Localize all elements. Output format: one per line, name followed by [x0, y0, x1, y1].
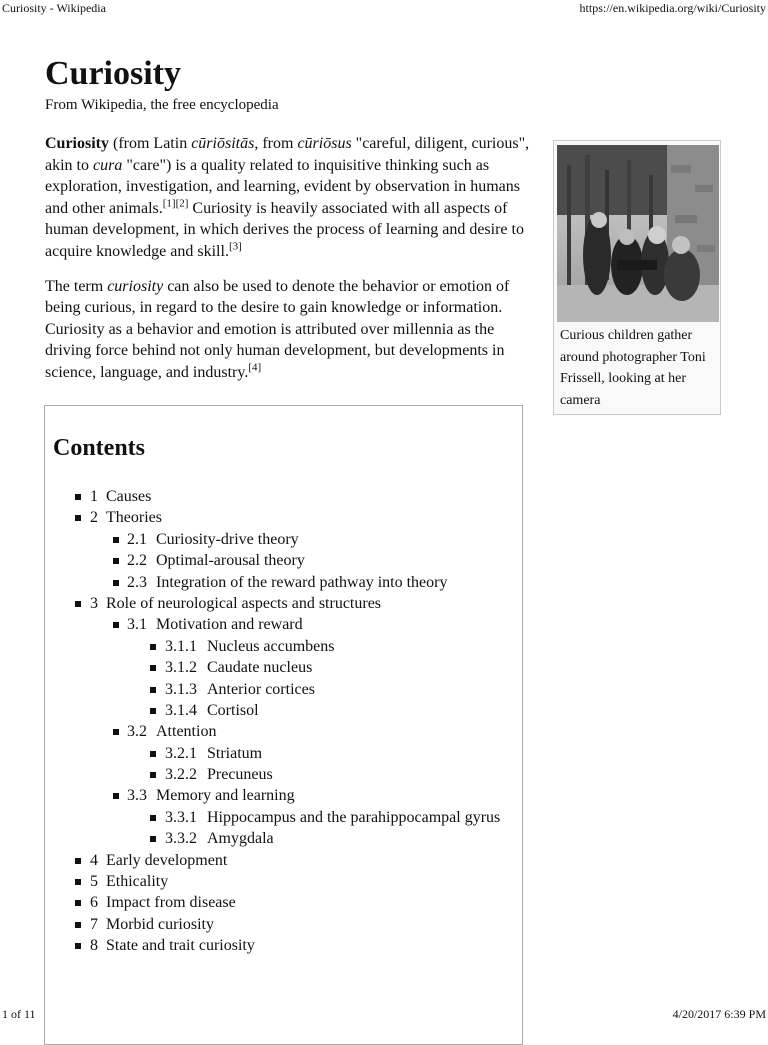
- toc-item-label[interactable]: Anterior cortices: [207, 680, 315, 698]
- toc-item[interactable]: [45, 850, 524, 871]
- page-count: 1 of 11: [2, 1007, 36, 1021]
- toc-item-number: 2.2: [127, 552, 147, 570]
- toc-item-label[interactable]: Theories: [106, 509, 162, 527]
- print-datetime: 4/20/2017 6:39 PM: [672, 1007, 766, 1021]
- toc-item-label[interactable]: Motivation and reward: [156, 616, 303, 634]
- toc-item-label[interactable]: State and trait curiosity: [106, 937, 255, 955]
- toc-item-number: 1: [90, 488, 98, 505]
- lead-text: (from Latin: [109, 135, 192, 152]
- latin-word: cura: [93, 156, 123, 174]
- latin-word-link[interactable]: cūriōsitās: [191, 135, 255, 152]
- print-header: [0, 0, 768, 18]
- toc-item-number: 3.1.3: [165, 680, 197, 698]
- bullet-icon: [75, 494, 81, 500]
- toc-item-label[interactable]: Causes: [106, 488, 152, 505]
- body-text: The term: [45, 277, 108, 295]
- citation-link[interactable]: [2]: [175, 197, 189, 210]
- latin-word-link[interactable]: cūriōsus: [297, 135, 352, 152]
- toc-item[interactable]: [45, 785, 524, 806]
- toc-item-number: 3.1.2: [165, 659, 197, 677]
- toc-item-number: 3.1.1: [165, 637, 197, 655]
- table-of-contents: [44, 405, 523, 1045]
- bullet-icon: [150, 772, 156, 778]
- toc-item[interactable]: [45, 892, 524, 913]
- image-thumbnail-box: [553, 140, 721, 415]
- toc-list: [45, 486, 524, 957]
- bullet-icon: [150, 708, 156, 714]
- toc-item-label[interactable]: Impact from disease: [106, 894, 236, 912]
- toc-item-number: 2: [90, 509, 98, 527]
- citation-link[interactable]: [1]: [162, 197, 176, 210]
- toc-item-number: 3.1: [127, 616, 147, 634]
- bullet-icon: [113, 537, 119, 543]
- lead-text: Curiosity is heavily associated with all aspects of human development, in which derives the process of learning and desire to acquire knowledge and skill.: [45, 199, 524, 260]
- site-tagline: From Wikipedia, the free encyclopedia: [45, 97, 279, 113]
- lead-text: "careful, diligent, curious", akin to: [45, 135, 530, 174]
- bullet-icon: [113, 793, 119, 799]
- toc-item-label[interactable]: Ethicality: [106, 873, 169, 891]
- toc-item-label[interactable]: Morbid curiosity: [106, 915, 214, 933]
- term-emphasis: curiosity: [107, 277, 164, 295]
- lead-paragraph: [45, 133, 535, 263]
- toc-item-label[interactable]: Attention: [156, 723, 217, 741]
- toc-item-label[interactable]: Striatum: [207, 744, 263, 762]
- toc-item[interactable]: [45, 657, 524, 678]
- body-text: can also be used to denote the behavior or emotion of being curious, in regard to the desire to gain knowledge or information. Curiosity as a behavior and emotion is attributed over millennia as the driving force behind not only human development, but developments in science, language, and industry.: [45, 277, 510, 381]
- toc-item-number: 2.3: [127, 573, 147, 591]
- toc-item-label[interactable]: Memory and learning: [156, 787, 295, 805]
- toc-item-number: 6: [90, 894, 98, 912]
- toc-item[interactable]: [45, 529, 524, 550]
- toc-item[interactable]: [45, 507, 524, 528]
- second-paragraph: [45, 276, 535, 384]
- toc-item[interactable]: [45, 550, 524, 571]
- bullet-icon: [75, 922, 81, 928]
- lead-text: , from: [254, 135, 298, 152]
- toc-item[interactable]: [45, 935, 524, 956]
- toc-item-label[interactable]: Early development: [106, 851, 228, 869]
- toc-item-number: 3.3: [127, 787, 147, 805]
- bullet-icon: [150, 644, 156, 650]
- toc-item-number: 7: [90, 915, 98, 933]
- print-header-url[interactable]: https://en.wikipedia.org/wiki/Curiosity: [579, 1, 766, 15]
- bullet-icon: [75, 900, 81, 906]
- toc-item-number: 3.3.2: [165, 830, 197, 848]
- bullet-icon: [113, 580, 119, 586]
- toc-item[interactable]: [45, 593, 524, 614]
- toc-item[interactable]: [45, 764, 524, 785]
- toc-item-label[interactable]: Nucleus accumbens: [207, 637, 335, 655]
- toc-item-label[interactable]: Precuneus: [207, 766, 273, 784]
- bullet-icon: [150, 751, 156, 757]
- toc-item[interactable]: [45, 700, 524, 721]
- lead-text: "care") is a quality related to inquisitive thinking such as exploration, investigation, and learning, evident by observation in humans and other animals.: [45, 156, 521, 217]
- bullet-icon: [75, 515, 81, 521]
- toc-item-number: 3.2: [127, 723, 147, 741]
- bullet-icon: [75, 858, 81, 864]
- toc-item-label[interactable]: Caudate nucleus: [207, 659, 313, 677]
- bullet-icon: [113, 622, 119, 628]
- toc-item-label[interactable]: Integration of the reward pathway into theory: [156, 573, 448, 591]
- lead-bold-term: Curiosity: [45, 135, 109, 152]
- bullet-icon: [150, 687, 156, 693]
- children-photo-image[interactable]: [557, 145, 719, 322]
- bullet-icon: [113, 729, 119, 735]
- toc-item-number: 4: [90, 851, 98, 869]
- toc-item-number: 3: [90, 594, 98, 612]
- print-header-page-title: Curiosity - Wikipedia: [2, 1, 106, 15]
- toc-item[interactable]: [45, 914, 524, 935]
- citation-link[interactable]: [4]: [248, 361, 262, 374]
- print-footer: [0, 1006, 768, 1024]
- article-body: [45, 133, 535, 397]
- toc-item-number: 3.1.4: [165, 701, 197, 719]
- toc-item-label[interactable]: Amygdala: [207, 830, 274, 848]
- toc-item-label[interactable]: Cortisol: [207, 701, 259, 719]
- bullet-icon: [150, 665, 156, 671]
- bullet-icon: [75, 879, 81, 885]
- toc-item-label[interactable]: Curiosity-drive theory: [156, 530, 299, 548]
- toc-item-label[interactable]: Optimal-arousal theory: [156, 552, 305, 570]
- toc-item[interactable]: [45, 572, 524, 593]
- toc-item-label[interactable]: Hippocampus and the parahippocampal gyrus: [207, 808, 501, 826]
- bullet-icon: [113, 558, 119, 564]
- toc-item[interactable]: [45, 614, 524, 635]
- toc-item[interactable]: [45, 721, 524, 742]
- toc-item-number: 2.1: [127, 530, 147, 548]
- bullet-icon: [75, 601, 81, 607]
- toc-item[interactable]: [45, 807, 524, 828]
- toc-item[interactable]: [45, 486, 524, 507]
- bullet-icon: [150, 836, 156, 842]
- toc-item-number: 3.3.1: [165, 808, 197, 826]
- toc-item[interactable]: [45, 828, 524, 849]
- toc-item[interactable]: [45, 871, 524, 892]
- bullet-icon: [75, 943, 81, 949]
- image-caption: Curious children gather around photographer Toni Frissell, looking at her camera: [560, 328, 706, 408]
- page-title: Curiosity: [45, 55, 181, 92]
- toc-item[interactable]: [45, 743, 524, 764]
- toc-item-number: 3.2.1: [165, 744, 197, 762]
- toc-item[interactable]: [45, 636, 524, 657]
- toc-item-number: 5: [90, 873, 98, 891]
- toc-item-number: 8: [90, 937, 98, 955]
- citation-link[interactable]: [3]: [228, 240, 242, 253]
- toc-item-number: 3.2.2: [165, 766, 197, 784]
- toc-item-label[interactable]: Role of neurological aspects and structures: [106, 594, 382, 612]
- bullet-icon: [150, 815, 156, 821]
- toc-title: Contents: [53, 435, 146, 461]
- toc-item[interactable]: [45, 679, 524, 700]
